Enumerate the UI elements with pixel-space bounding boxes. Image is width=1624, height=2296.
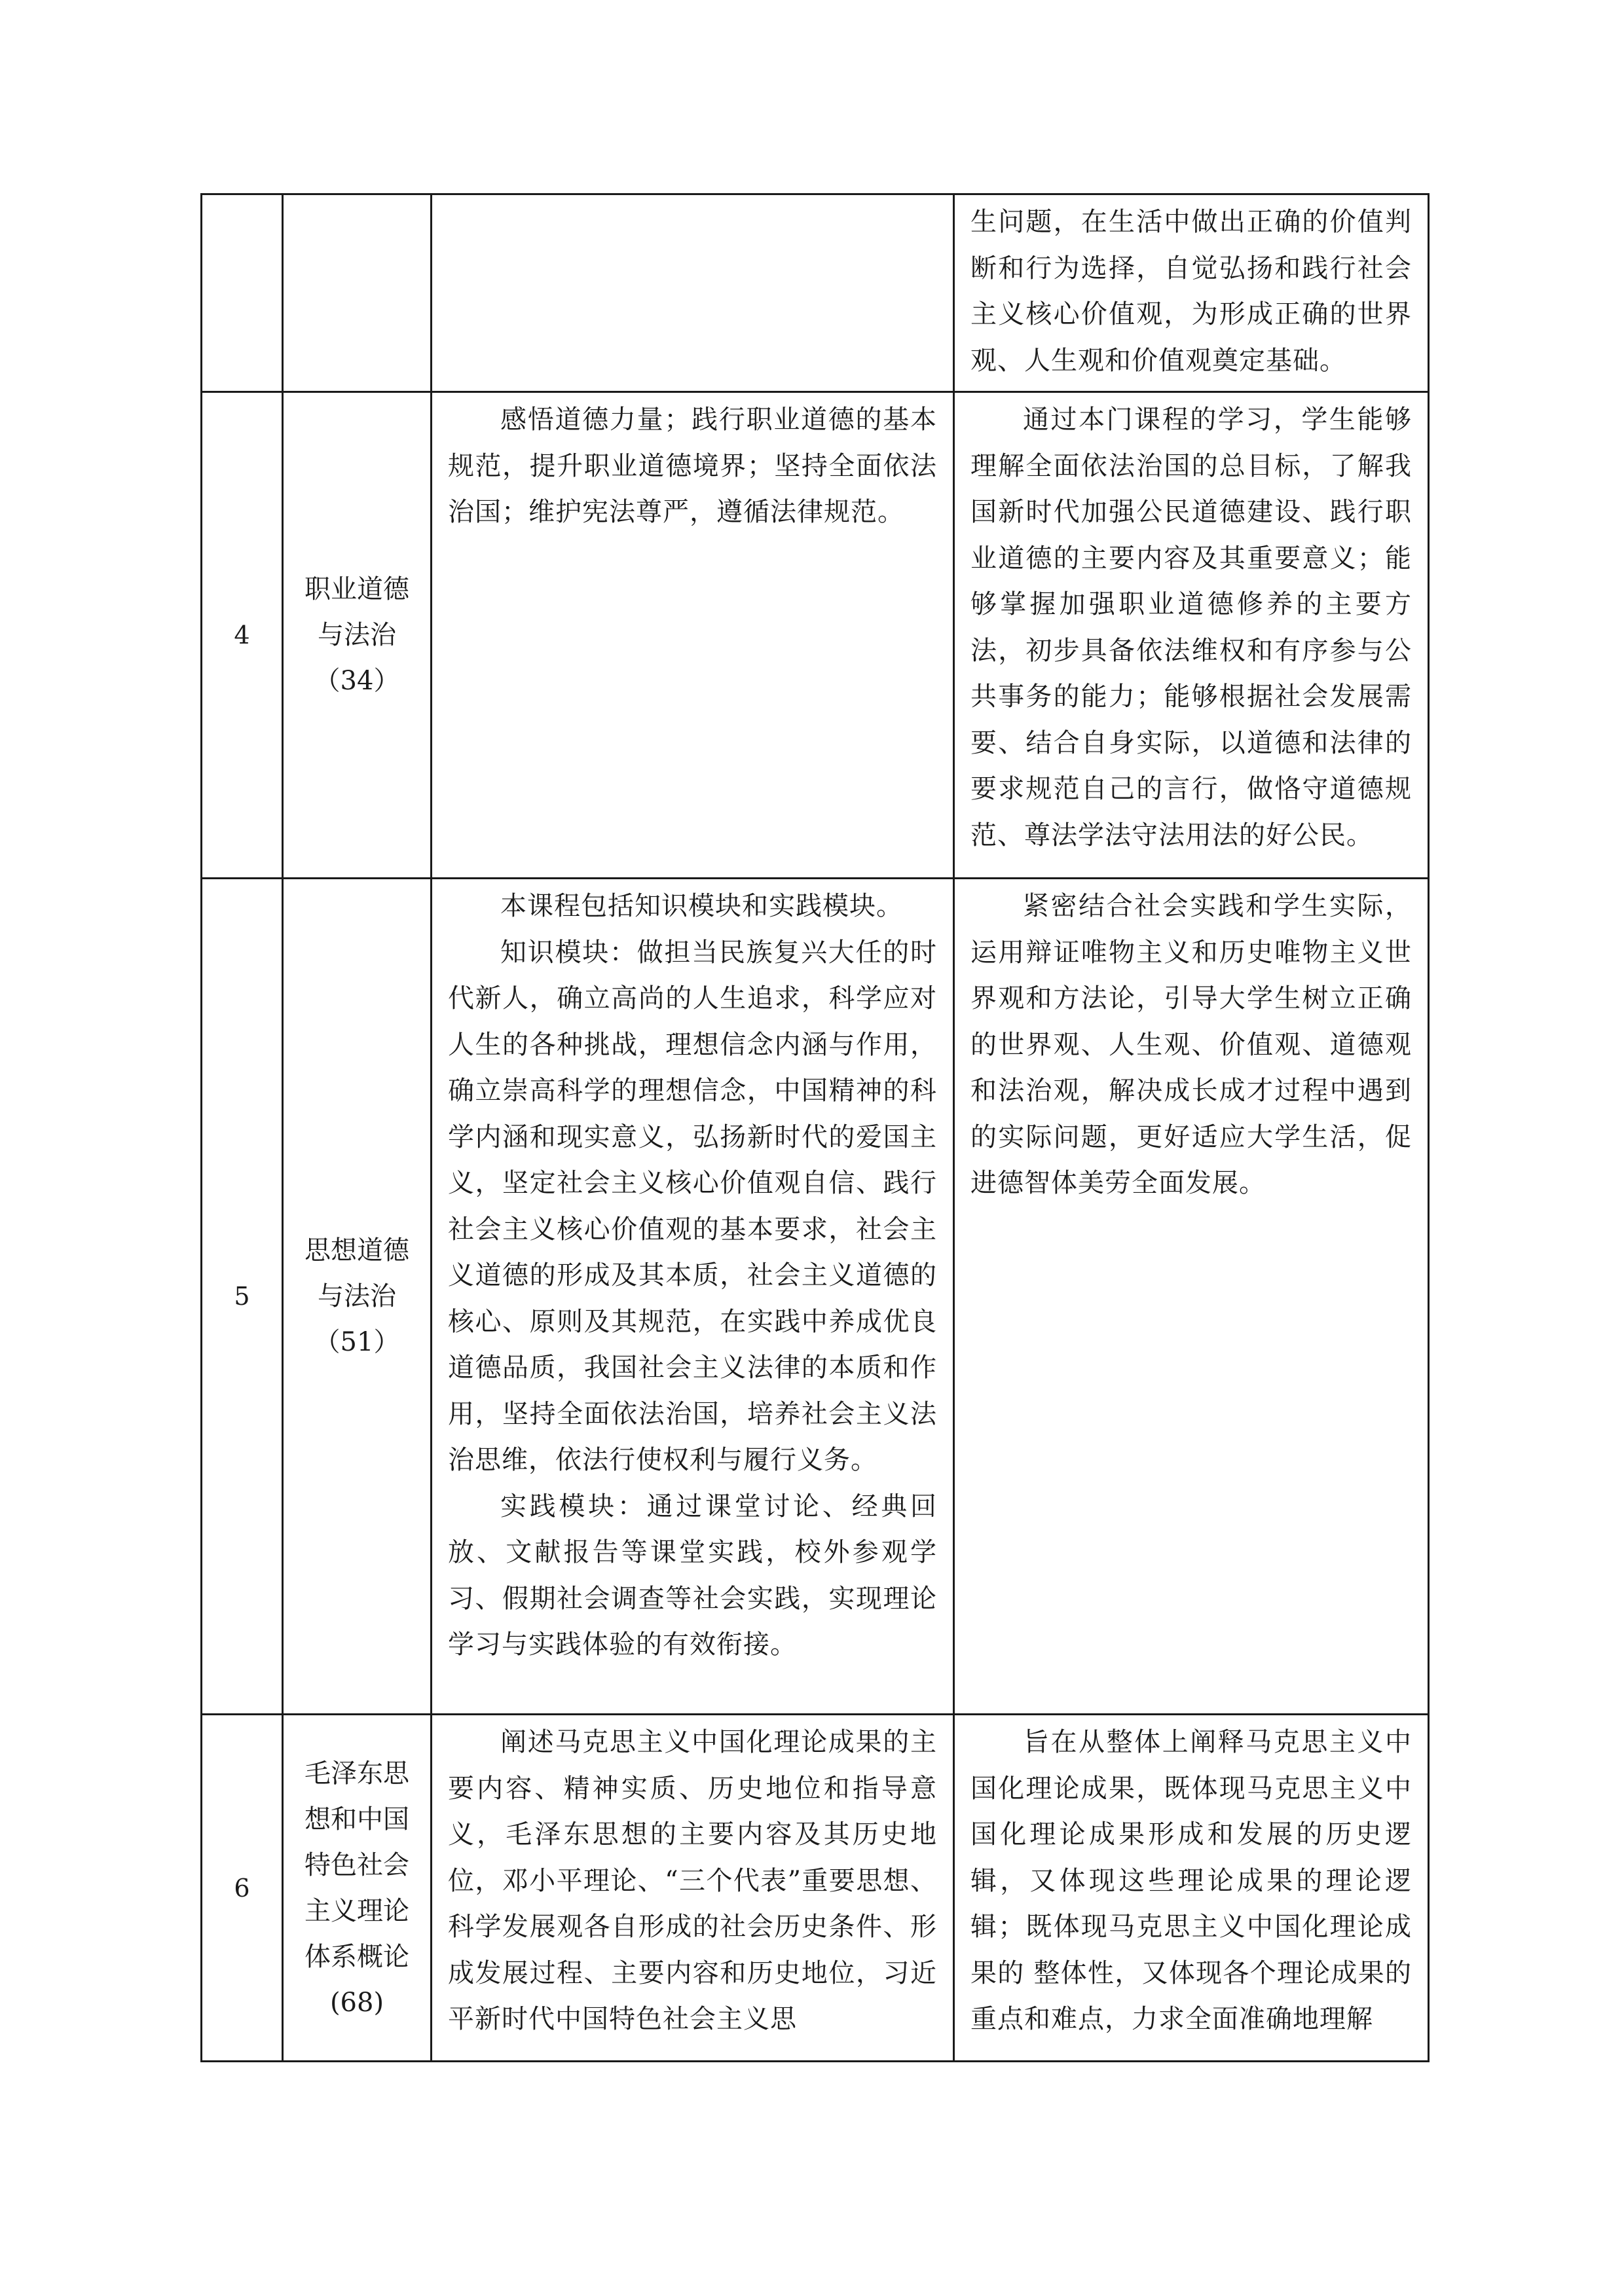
goal-paragraph: 通过本门课程的学习，学生能够理解全面依法治国的总目标，了解我国新时代加强公民道德建设、践行职业道德的主要内容及其重要意义；能够掌握加强职业道德修养的主要方法，初步具备依法维权和有序参与公共事务的能力；能够根据社会发展需要、结合自身实际，以道德和法律的要求规范自己的言行，做恪守道德规范、尊法学法守法用法的好公民。 — [970, 405, 1412, 850]
course-content-cell — [432, 879, 954, 1715]
table-row — [202, 879, 1429, 1715]
curriculum-table — [200, 193, 1430, 2062]
course-name-cell — [283, 194, 432, 392]
content-paragraph: 感悟道德力量；践行职业道德的基本规范，提升职业道德境界；坚持全面依法治国；维护宪法尊严，遵循法律规范。 — [448, 405, 937, 527]
course-name-line: 主义理论 — [304, 1895, 409, 1926]
course-name-line: 思想道德 — [304, 1235, 409, 1266]
course-name-cell — [283, 392, 432, 879]
goal-paragraph: 生问题，在生活中做出正确的价值判断和行为选择，自觉弘扬和践行社会主义核心价值观，为形成正确的世界观、人生观和价值观奠定基础。 — [970, 207, 1412, 376]
content-paragraph: 知识模块：做担当民族复兴大任的时代新人，确立高尚的人生追求，科学应对人生的各种挑战，理想信念内涵与作用，确立崇高科学的理想信念，中国精神的科学内涵和现实意义，弘扬新时代的爱国主义，坚定社会主义核心价值观自信、践行社会主义核心价值观的基本要求，社会主义道德的形成及其本质，社会主义道德的核心、原则及其规范，在实践中养成优良道德品质，我国社会主义法律的本质和作用，坚持全面依法治国，培养社会主义法治思维，依法行使权利与履行义务。 — [448, 937, 937, 1475]
course-goal-cell — [954, 194, 1429, 392]
course-hours: （34） — [314, 666, 400, 696]
course-number-cell: 6 — [202, 1715, 283, 2062]
course-hours: （51） — [314, 1327, 400, 1357]
course-content-cell — [432, 392, 954, 879]
table-row — [202, 1715, 1429, 2062]
course-goal-cell — [954, 879, 1429, 1715]
course-name-line: 毛泽东思 — [304, 1758, 409, 1789]
course-name-line: 职业道德 — [304, 574, 409, 604]
table-row — [202, 392, 1429, 879]
course-goal-cell — [954, 1715, 1429, 2062]
course-name-line: 与法治 — [318, 620, 396, 650]
course-name-line: 特色社会 — [304, 1850, 409, 1880]
goal-paragraph: 紧密结合社会实践和学生实际，运用辩证唯物主义和历史唯物主义世界观和方法论，引导大学生树立正确的世界观、人生观、价值观、道德观和法治观，解决成长成才过程中遇到的实际问题，更好适应大学生活，促进德智体美劳全面发展。 — [970, 891, 1412, 1198]
course-name-cell — [283, 1715, 432, 2062]
goal-paragraph: 旨在从整体上阐释马克思主义中国化理论成果，既体现马克思主义中国化理论成果形成和发展的历史逻辑，又体现这些理论成果的理论逻辑；既体现马克思主义中国化理论成果的 整体性，又体现各个理论成果的重点和难点，力求全面准确地理解 — [970, 1727, 1412, 2034]
content-paragraph: 实践模块：通过课堂讨论、经典回放、文献报告等课堂实践，校外参观学习、假期社会调查等社会实践，实现理论学习与实践体验的有效衔接。 — [448, 1491, 937, 1660]
content-paragraph: 本课程包括知识模块和实践模块。 — [500, 891, 903, 921]
course-number-cell: 4 — [202, 392, 283, 879]
course-name-line: 与法治 — [318, 1281, 396, 1311]
course-name-cell — [283, 879, 432, 1715]
course-name-line: 体系概论 — [304, 1941, 409, 1972]
course-name-line: 想和中国 — [304, 1804, 409, 1834]
course-goal-cell — [954, 392, 1429, 879]
course-content-cell — [432, 1715, 954, 2062]
course-content-cell — [432, 194, 954, 392]
table-row — [202, 194, 1429, 392]
course-number-cell — [202, 194, 283, 392]
course-hours: (68) — [329, 1987, 384, 2018]
content-paragraph: 阐述马克思主义中国化理论成果的主要内容、精神实质、历史地位和指导意义，毛泽东思想的主要内容及其历史地位，邓小平理论、“三个代表”重要思想、科学发展观各自形成的社会历史条件、形成发展过程、主要内容和历史地位，习近平新时代中国特色社会主义思 — [448, 1727, 937, 2034]
course-number-cell: 5 — [202, 879, 283, 1715]
